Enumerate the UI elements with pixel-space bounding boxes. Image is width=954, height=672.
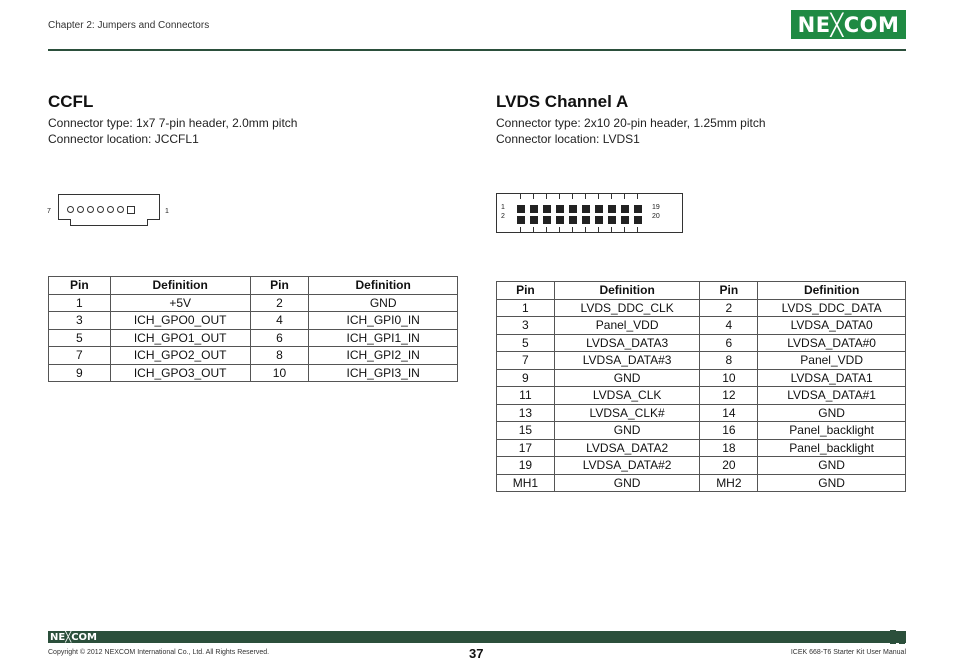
pin-number-cell: 10 — [700, 369, 758, 387]
table-row — [497, 369, 906, 387]
copyright-text: Copyright © 2012 NEXCOM International Co., Ltd. All Rights Reserved. — [48, 649, 270, 656]
lvds-pin — [543, 205, 551, 213]
lvds-pin — [569, 205, 577, 213]
pin-number-cell: MH1 — [497, 474, 555, 492]
pin-definition-cell: GND — [554, 474, 700, 492]
lvds-location-line: Connector location: LVDS1 — [496, 132, 640, 146]
pin-number-cell: 8 — [250, 347, 309, 365]
pin-number-cell: 3 — [49, 312, 111, 330]
ccfl-connector-notch — [70, 219, 148, 226]
lvds-pin-grid — [517, 205, 642, 224]
pin-definition-cell: LVDSA_DATA2 — [554, 439, 700, 457]
pin-number-cell: 13 — [497, 404, 555, 422]
pin-number-cell: 20 — [700, 457, 758, 475]
column-header: Definition — [309, 277, 458, 295]
pin-number-cell: 14 — [700, 404, 758, 422]
lvds-tick-bottom — [572, 227, 573, 232]
column-header: Definition — [758, 282, 906, 300]
ccfl-pin-label-right: 1 — [165, 208, 169, 215]
pin-number-cell: 18 — [700, 439, 758, 457]
lvds-pin — [634, 205, 642, 213]
ccfl-pin-table — [48, 276, 458, 382]
lvds-tick-bottom — [533, 227, 534, 232]
page-number: 37 — [469, 646, 484, 661]
pin-definition-cell: Panel_VDD — [758, 352, 906, 370]
lvds-tick-bottom — [520, 227, 521, 232]
pin-definition-cell: +5V — [110, 294, 250, 312]
pin-number-cell: 7 — [497, 352, 555, 370]
pin-definition-cell: ICH_GPI1_IN — [309, 329, 458, 347]
ccfl-info — [48, 115, 297, 147]
table-row — [497, 422, 906, 440]
pin-definition-cell: GND — [554, 369, 700, 387]
pin-definition-cell: Panel_VDD — [554, 317, 700, 335]
pin-number-cell: 2 — [250, 294, 309, 312]
lvds-tick-bottom — [559, 227, 560, 232]
table-row — [497, 474, 906, 492]
lvds-tick-top — [624, 194, 625, 199]
ccfl-pin — [77, 206, 84, 213]
footer-bar — [48, 631, 906, 643]
pin-definition-cell: LVDSA_DATA3 — [554, 334, 700, 352]
lvds-tick-bottom — [546, 227, 547, 232]
lvds-tick-top — [533, 194, 534, 199]
footer-logo — [50, 631, 97, 643]
ccfl-pin-1 — [127, 206, 135, 214]
lvds-pin — [595, 216, 603, 224]
ccfl-pin-row — [67, 206, 135, 214]
manual-title: ICEK 668-T6 Starter Kit User Manual — [790, 649, 906, 656]
corner-squares-decoration — [890, 630, 906, 646]
lvds-tick-bottom — [585, 227, 586, 232]
lvds-connector-diagram — [496, 193, 683, 233]
pin-definition-cell: ICH_GPO3_OUT — [110, 364, 250, 382]
lvds-pin — [556, 205, 564, 213]
column-header: Pin — [250, 277, 309, 295]
pin-number-cell: 9 — [497, 369, 555, 387]
ccfl-pin — [97, 206, 104, 213]
pin-number-cell: 4 — [250, 312, 309, 330]
pin-number-cell: 3 — [497, 317, 555, 335]
pin-number-cell: 8 — [700, 352, 758, 370]
table-row — [497, 404, 906, 422]
table-row — [49, 329, 458, 347]
lvds-pin — [621, 216, 629, 224]
pin-definition-cell: GND — [758, 474, 906, 492]
pin-definition-cell: LVDSA_CLK# — [554, 404, 700, 422]
lvds-pin — [543, 216, 551, 224]
table-row — [49, 294, 458, 312]
lvds-tick-bottom — [637, 227, 638, 232]
lvds-pin-label-20: 20 — [652, 213, 660, 220]
lvds-tick-top — [559, 194, 560, 199]
footer-logo-text: NE╳COM — [50, 631, 98, 643]
lvds-pin — [530, 216, 538, 224]
pin-definition-cell: LVDSA_DATA1 — [758, 369, 906, 387]
pin-number-cell: 6 — [700, 334, 758, 352]
table-row — [49, 364, 458, 382]
table-row — [497, 457, 906, 475]
column-header: Pin — [700, 282, 758, 300]
pin-definition-cell: GND — [309, 294, 458, 312]
ccfl-title: CCFL — [48, 92, 94, 111]
pin-definition-cell: LVDSA_DATA#2 — [554, 457, 700, 475]
lvds-pin-label-19: 19 — [652, 204, 660, 211]
pin-definition-cell: LVDSA_DATA#3 — [554, 352, 700, 370]
column-header: Pin — [497, 282, 555, 300]
table-row — [497, 334, 906, 352]
lvds-pin — [608, 205, 616, 213]
ccfl-pin — [67, 206, 74, 213]
pin-number-cell: 4 — [700, 317, 758, 335]
lvds-pin — [517, 216, 525, 224]
pin-definition-cell: ICH_GPO0_OUT — [110, 312, 250, 330]
pin-definition-cell: LVDS_DDC_CLK — [554, 299, 700, 317]
lvds-tick-top — [585, 194, 586, 199]
table-row — [497, 317, 906, 335]
table-header-row — [49, 277, 458, 295]
ccfl-pin-label-left: 7 — [47, 208, 51, 215]
lvds-info — [496, 115, 766, 147]
chapter-title: Chapter 2: Jumpers and Connectors — [48, 20, 210, 31]
pin-number-cell: 12 — [700, 387, 758, 405]
nexcom-logo — [791, 10, 906, 39]
ccfl-location-line: Connector location: JCCFL1 — [48, 132, 199, 146]
column-header: Definition — [554, 282, 700, 300]
pin-definition-cell: LVDSA_DATA#1 — [758, 387, 906, 405]
table-row — [497, 299, 906, 317]
pin-number-cell: 1 — [49, 294, 111, 312]
pin-definition-cell: GND — [554, 422, 700, 440]
pin-number-cell: 17 — [497, 439, 555, 457]
pin-number-cell: 1 — [497, 299, 555, 317]
logo-text: NE╳COM — [797, 12, 900, 37]
header-divider — [48, 49, 906, 51]
table-row — [49, 312, 458, 330]
pin-number-cell: 2 — [700, 299, 758, 317]
pin-definition-cell: LVDSA_CLK — [554, 387, 700, 405]
lvds-pin-table — [496, 281, 906, 492]
pin-definition-cell: ICH_GPI2_IN — [309, 347, 458, 365]
lvds-pin-label-1: 1 — [501, 204, 505, 211]
pin-number-cell: 16 — [700, 422, 758, 440]
pin-definition-cell: LVDS_DDC_DATA — [758, 299, 906, 317]
ccfl-pin — [117, 206, 124, 213]
column-header: Pin — [49, 277, 111, 295]
column-header: Definition — [110, 277, 250, 295]
lvds-pin — [569, 216, 577, 224]
pin-number-cell: 15 — [497, 422, 555, 440]
pin-number-cell: 9 — [49, 364, 111, 382]
lvds-tick-top — [520, 194, 521, 199]
pin-number-cell: 7 — [49, 347, 111, 365]
lvds-tick-bottom — [611, 227, 612, 232]
lvds-tick-top — [598, 194, 599, 199]
pin-number-cell: 6 — [250, 329, 309, 347]
ccfl-pin — [87, 206, 94, 213]
lvds-type-line: Connector type: 2x10 20-pin header, 1.25mm pitch — [496, 116, 766, 130]
pin-definition-cell: ICH_GPI3_IN — [309, 364, 458, 382]
lvds-pin-label-2: 2 — [501, 213, 505, 220]
ccfl-type-line: Connector type: 1x7 7-pin header, 2.0mm pitch — [48, 116, 298, 130]
lvds-title: LVDS Channel A — [496, 92, 629, 111]
pin-number-cell: 5 — [49, 329, 111, 347]
pin-definition-cell: ICH_GPO1_OUT — [110, 329, 250, 347]
ccfl-pin — [107, 206, 114, 213]
lvds-pin — [582, 216, 590, 224]
pin-definition-cell: GND — [758, 457, 906, 475]
table-header-row — [497, 282, 906, 300]
pin-number-cell: 11 — [497, 387, 555, 405]
table-row — [497, 352, 906, 370]
ccfl-connector-diagram — [58, 194, 160, 226]
pin-number-cell: MH2 — [700, 474, 758, 492]
lvds-tick-top — [572, 194, 573, 199]
lvds-pin — [634, 216, 642, 224]
pin-number-cell: 19 — [497, 457, 555, 475]
lvds-pin — [582, 205, 590, 213]
lvds-tick-bottom — [598, 227, 599, 232]
table-row — [497, 387, 906, 405]
table-row — [497, 439, 906, 457]
lvds-tick-top — [637, 194, 638, 199]
pin-number-cell: 5 — [497, 334, 555, 352]
lvds-pin — [608, 216, 616, 224]
lvds-pin — [556, 216, 564, 224]
pin-definition-cell: Panel_backlight — [758, 439, 906, 457]
pin-definition-cell: ICH_GPO2_OUT — [110, 347, 250, 365]
table-row — [49, 347, 458, 365]
pin-definition-cell: ICH_GPI0_IN — [309, 312, 458, 330]
lvds-pin — [517, 205, 525, 213]
lvds-tick-top — [611, 194, 612, 199]
pin-definition-cell: GND — [758, 404, 906, 422]
lvds-tick-top — [546, 194, 547, 199]
lvds-pin — [621, 205, 629, 213]
lvds-tick-bottom — [624, 227, 625, 232]
pin-definition-cell: Panel_backlight — [758, 422, 906, 440]
lvds-pin — [595, 205, 603, 213]
pin-definition-cell: LVDSA_DATA#0 — [758, 334, 906, 352]
lvds-pin — [530, 205, 538, 213]
pin-definition-cell: LVDSA_DATA0 — [758, 317, 906, 335]
pin-number-cell: 10 — [250, 364, 309, 382]
